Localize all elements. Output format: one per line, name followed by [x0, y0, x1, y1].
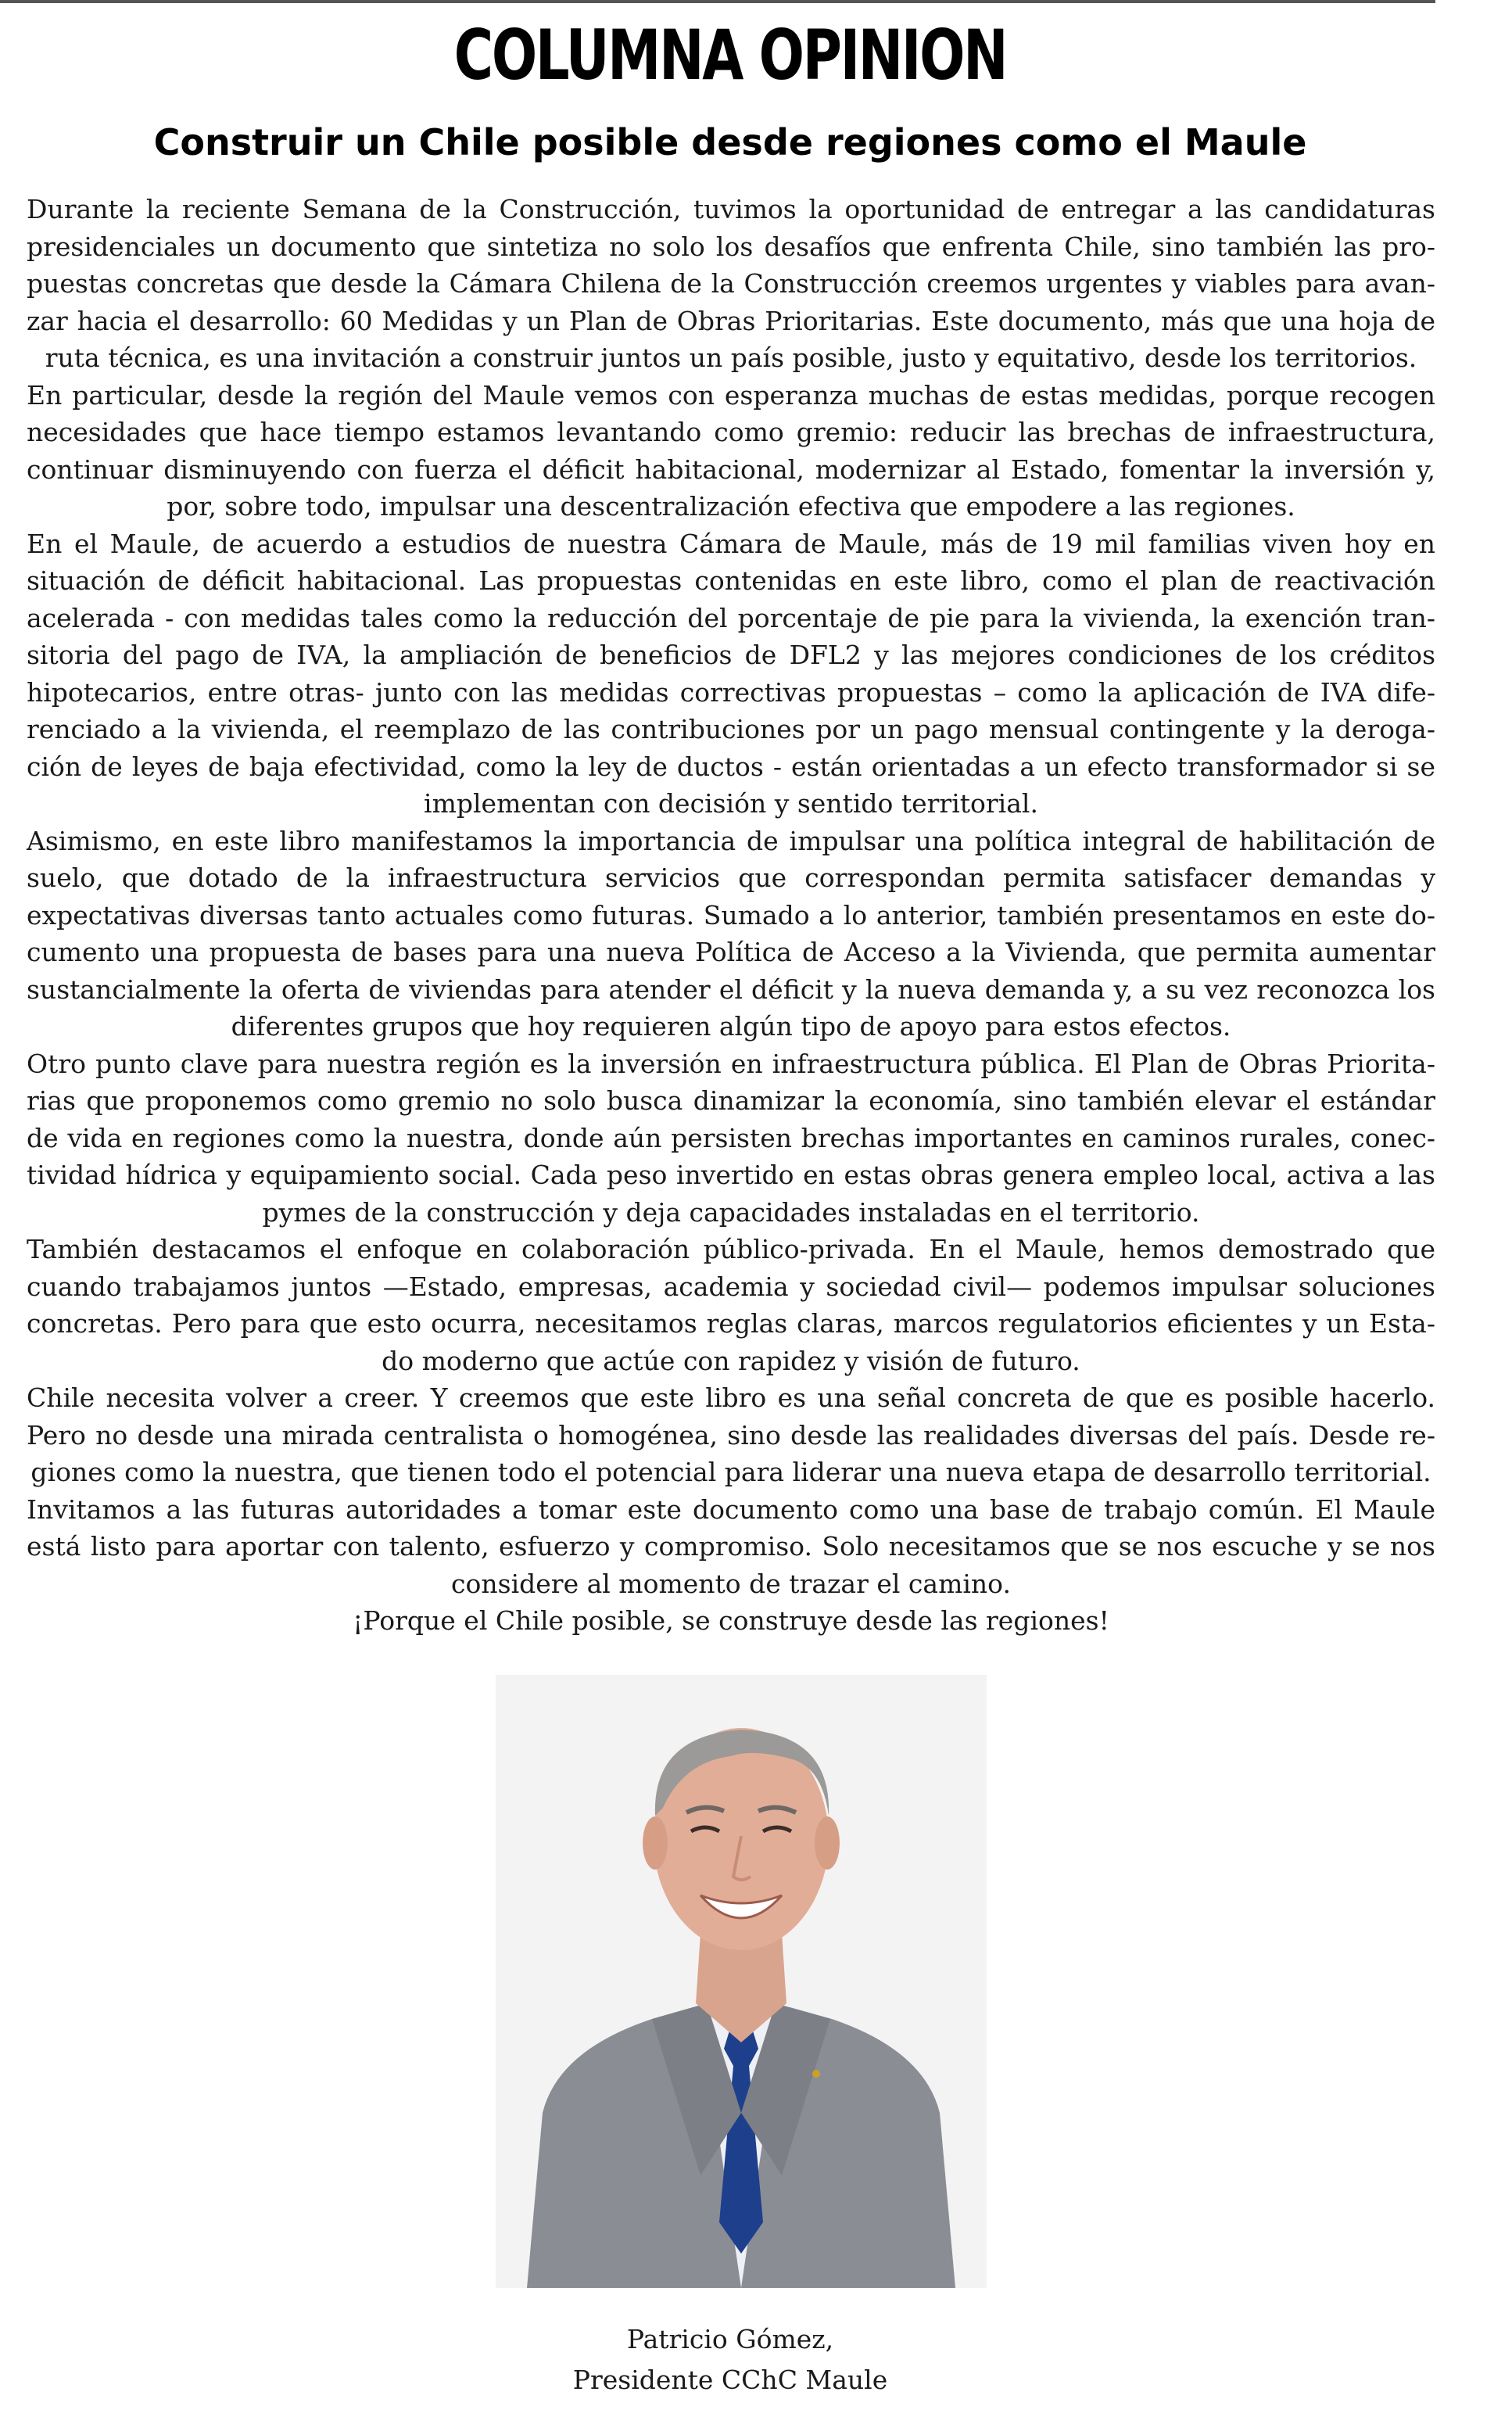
- article-paragraph: Chile necesita volver a creer. Y creemos que este libro es una señal concreta de que es posible hacerlo. Pero no desde una mirada centralista o homogénea, sino desde las realidades diversas del país. Desde regiones como la nuestra, que tienen todo el potencial para liderar una nueva etapa de desarrollo territorial.: [27, 1382, 1435, 1487]
- author-role: Presidente CChC Maule: [572, 2365, 888, 2395]
- article-body: [27, 191, 1435, 1640]
- top-rule: [0, 0, 1435, 3]
- article-paragraph: Otro punto clave para nuestra región es la inversión en infraestructura pública. El Plan de Obras Prioritarias que proponemos como gremio no solo busca dinamizar la economía, sino también elevar el estándar de vida en regiones como la nuestra, donde aún persisten brechas importantes en caminos rurales, conectividad hídrica y equipamiento social. Cada peso invertido en estas obras genera empleo local, activa a las pymes de la construcción y deja capacidades instaladas en el territorio.: [27, 1048, 1435, 1228]
- article-paragraph: También destacamos el enfoque en colaboración público-privada. En el Maule, hemos demostrado que cuando trabajamos juntos —Estado, empresas, academia y sociedad civil— podemos impulsar soluciones concretas. Pero para que esto ocurra, necesitamos reglas claras, marcos regulatorios eficientes y un Estado moderno que actúe con rapidez y visión de futuro.: [27, 1234, 1435, 1376]
- article-subtitle: Construir un Chile posible desde regiones como el Maule: [153, 121, 1307, 163]
- right-ear: [815, 1816, 840, 1870]
- article-paragraph: En particular, desde la región del Maule vemos con esperanza muchas de estas medidas, porque recogen necesidades que hace tiempo estamos levantando como gremio: reducir las brechas de infraestructura, continuar disminuyendo con fuerza el déficit habitacional, modernizar al Estado, fomentar la inversión y, por, sobre todo, impulsar una descentralización efectiva que empodere a las regiones.: [27, 379, 1435, 522]
- article-paragraph: En el Maule, de acuerdo a estudios de nuestra Cámara de Maule, más de 19 mil familias viven hoy en situación de déficit habitacional. Las propuestas contenidas en este libro, como el plan de reactivación acelerada - con medidas tales como la reducción del porcentaje de pie para la vivienda, la exención transitoria del pago de IVA, la ampliación de beneficios de DFL2 y las mejores condiciones de los créditos hipotecarios, entre otras- junto con las medidas correctivas propuestas – como la aplicación de IVA diferenciado a la vivienda, el reemplazo de las contribuciones por un pago mensual contingente y la derogación de leyes de baja efectividad, como la ley de ductos - están orientadas a un efecto transformador si se implementan con decisión y sentido territorial.: [27, 528, 1435, 819]
- photo-caption: [0, 2319, 1460, 2401]
- author-photo: [496, 1675, 987, 2288]
- page-title: COLUMNA OPINION: [453, 15, 1007, 95]
- left-ear: [643, 1816, 668, 1870]
- author-name: Patricio Gómez,: [626, 2324, 834, 2354]
- article-paragraph: Asimismo, en este libro manifestamos la importancia de impulsar una política integral de habilitación de suelo, que dotado de la infraestructura servicios que correspondan permita satisfacer demandas y expectativas diversas tanto actuales como futuras. Sumado a lo anterior, también presentamos en este documento una propuesta de bases para una nueva Política de Acceso a la Vivienda, que permita aumentar sustancialmente la oferta de viviendas para atender el déficit y la nueva demanda y, a su vez reconozca los diferentes grupos que hoy requieren algún tipo de apoyo para estos efectos.: [27, 825, 1435, 1042]
- portrait-illustration: [496, 1675, 987, 2288]
- article-paragraph: Durante la reciente Semana de la Construcción, tuvimos la oportunidad de entregar a las candidaturas presidenciales un documento que sintetiza no solo los desafíos que enfrenta Chile, sino también las propuestas concretas que desde la Cámara Chilena de la Construcción creemos urgentes y viables para avanzar hacia el desarrollo: 60 Medidas y un Plan de Obras Prioritarias. Este documento, más que una hoja de ruta técnica, es una invitación a construir juntos un país posible, justo y equitativo, desde los territorios.: [27, 194, 1435, 373]
- lapel-pin: [812, 2070, 820, 2078]
- closing-line: ¡Porque el Chile posible, se construye desde las regiones!: [353, 1605, 1109, 1636]
- article-paragraph: Invitamos a las futuras autoridades a tomar este documento como una base de trabajo común. El Maule está listo para aportar con talento, esfuerzo y compromiso. Solo necesitamos que se nos escuche y se nos considere al momento de trazar el camino.: [27, 1493, 1435, 1599]
